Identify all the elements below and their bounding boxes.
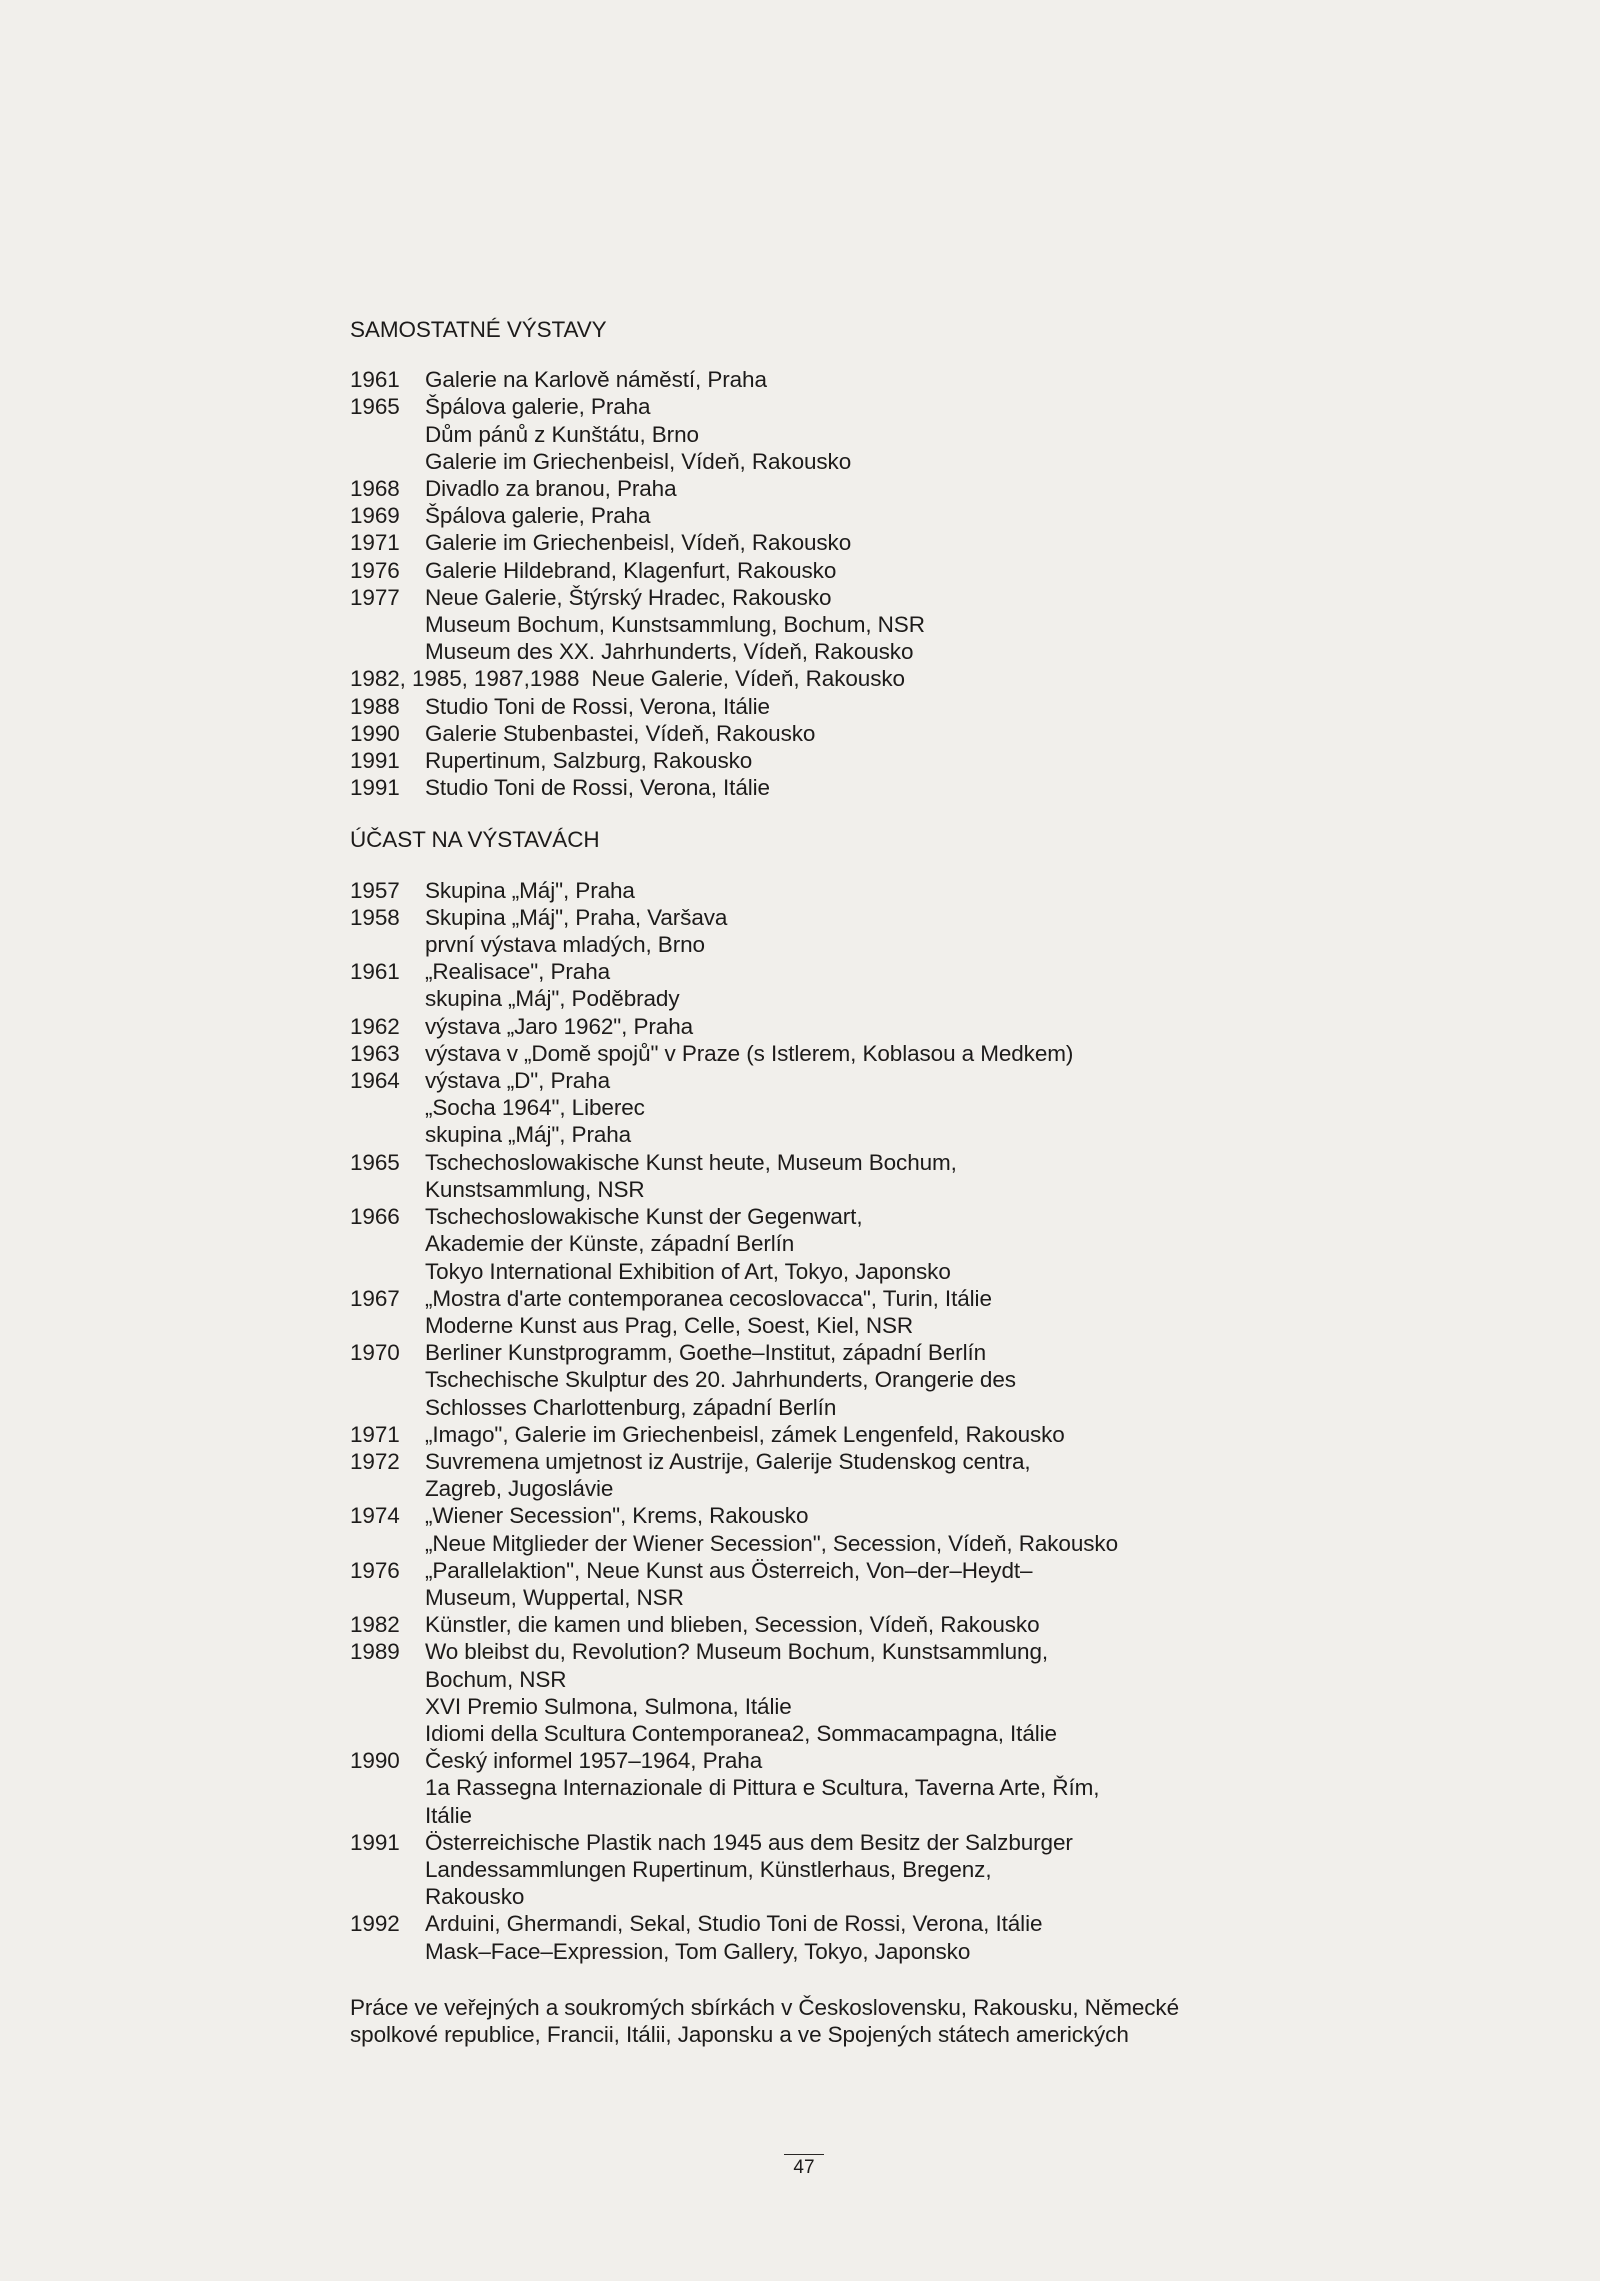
entry-year: 1991 bbox=[350, 775, 400, 801]
entry-year bbox=[350, 1774, 425, 1801]
entry-venue: Schlosses Charlottenburg, západní Berlín bbox=[425, 1394, 837, 1420]
entry-year: 1966 bbox=[350, 1204, 400, 1230]
entry-venue: Galerie na Karlově náměstí, Praha bbox=[425, 367, 767, 393]
entry-venue: „Neue Mitglieder der Wiener Secession", Secession, Vídeň, Rakousko bbox=[425, 1530, 1118, 1556]
entry-year bbox=[350, 1475, 425, 1502]
exhibition-entry bbox=[350, 1176, 1250, 1203]
entry-venue: výstava „D", Praha bbox=[425, 1068, 611, 1094]
entry-venue: Mask–Face–Expression, Tom Gallery, Tokyo, Japonsko bbox=[425, 1938, 971, 1964]
entry-year bbox=[350, 1802, 425, 1829]
entry-year: 1971 bbox=[350, 530, 400, 556]
entry-venue: Itálie bbox=[425, 1802, 472, 1828]
exhibition-entry bbox=[350, 393, 1250, 420]
entry-year bbox=[350, 611, 425, 638]
exhibition-entry bbox=[350, 958, 1250, 985]
exhibition-entry bbox=[350, 1938, 1250, 1965]
entry-venue: Galerie im Griechenbeisl, Vídeň, Rakousko bbox=[425, 530, 852, 556]
entry-venue: Österreichische Plastik nach 1945 aus dem Besitz der Salzburger bbox=[425, 1829, 1073, 1855]
exhibition-entry bbox=[350, 1584, 1250, 1611]
entry-venue: XVI Premio Sulmona, Sulmona, Itálie bbox=[425, 1693, 792, 1719]
exhibition-entry bbox=[350, 529, 1250, 556]
entry-year: 1977 bbox=[350, 584, 400, 610]
exhibition-entry bbox=[350, 1040, 1250, 1067]
exhibition-entry bbox=[350, 1910, 1250, 1937]
exhibition-entry bbox=[350, 1475, 1250, 1502]
exhibition-entry bbox=[350, 1720, 1250, 1747]
entry-year: 1965 bbox=[350, 1149, 400, 1175]
entry-venue: Museum Bochum, Kunstsammlung, Bochum, NSR bbox=[425, 612, 925, 638]
exhibition-entry bbox=[350, 1774, 1250, 1801]
entry-venue: Idiomi della Scultura Contemporanea2, Sommacampagna, Itálie bbox=[425, 1720, 1057, 1746]
entry-venue: Skupina „Máj", Praha bbox=[425, 877, 635, 903]
entry-year bbox=[350, 1121, 425, 1148]
entry-year: 1965 bbox=[350, 394, 400, 420]
entry-year: 1976 bbox=[350, 1557, 400, 1583]
entry-venue: Dům pánů z Kunštátu, Brno bbox=[425, 421, 699, 447]
exhibition-entry bbox=[350, 421, 1250, 448]
entry-venue: „Socha 1964", Liberec bbox=[425, 1095, 645, 1121]
exhibition-entry bbox=[350, 1366, 1250, 1393]
exhibition-entry bbox=[350, 931, 1250, 958]
exhibition-entry bbox=[350, 1203, 1250, 1230]
exhibition-entry bbox=[350, 1013, 1250, 1040]
entry-venue: „Parallelaktion", Neue Kunst aus Österreich, Von–der–Heydt– bbox=[425, 1557, 1033, 1583]
exhibition-entry bbox=[350, 475, 1250, 502]
exhibition-entry bbox=[350, 1747, 1250, 1774]
entry-year bbox=[350, 1530, 425, 1557]
entry-venue: Suvremena umjetnost iz Austrije, Galerije Studenskog centra, bbox=[425, 1448, 1031, 1474]
exhibition-entry bbox=[350, 1802, 1250, 1829]
exhibition-entry bbox=[350, 1312, 1250, 1339]
entry-year: 1990 bbox=[350, 720, 400, 746]
exhibitions-text bbox=[350, 316, 1250, 2071]
exhibition-entry bbox=[350, 665, 1250, 692]
entry-venue: Neue Galerie, Štýrský Hradec, Rakousko bbox=[425, 584, 832, 610]
entry-year bbox=[350, 985, 425, 1012]
entry-year bbox=[350, 931, 425, 958]
entry-year bbox=[350, 421, 425, 448]
entry-venue: Špálova galerie, Praha bbox=[425, 503, 651, 529]
entry-venue: Tokyo International Exhibition of Art, Tokyo, Japonsko bbox=[425, 1258, 951, 1284]
entry-year: 1988 bbox=[350, 693, 400, 719]
entry-venue: Skupina „Máj", Praha, Varšava bbox=[425, 904, 728, 930]
collections-paragraph: Práce ve veřejných a soukromých sbírkách v Československu, Rakousku, Německé spolkové republice, Francii, Itálii, Japonsku a ve Spojených státech amerických bbox=[350, 1994, 1179, 2047]
entry-venue: Rupertinum, Salzburg, Rakousko bbox=[425, 748, 753, 774]
entry-venue: Špálova galerie, Praha bbox=[425, 394, 651, 420]
entry-year: 1961 bbox=[350, 367, 400, 393]
entry-venue: Studio Toni de Rossi, Verona, Itálie bbox=[425, 693, 770, 719]
exhibition-entry bbox=[350, 1502, 1250, 1529]
entry-venue: Moderne Kunst aus Prag, Celle, Soest, Kiel, NSR bbox=[425, 1312, 914, 1338]
entry-year: 1962 bbox=[350, 1013, 400, 1039]
exhibition-entry bbox=[350, 1094, 1250, 1121]
entry-year: 1970 bbox=[350, 1340, 400, 1366]
entry-year: 1967 bbox=[350, 1285, 400, 1311]
entry-venue: „Mostra d'arte contemporanea cecoslovacca", Turin, Itálie bbox=[425, 1285, 992, 1311]
group-exhibitions-heading: ÚČAST NA VÝSTAVÁCH bbox=[350, 827, 600, 853]
entry-year bbox=[350, 1883, 425, 1910]
solo-exhibitions-heading: SAMOSTATNÉ VÝSTAVY bbox=[350, 317, 607, 342]
entry-venue: Galerie Stubenbastei, Vídeň, Rakousko bbox=[425, 720, 816, 746]
entry-year bbox=[350, 1394, 425, 1421]
entry-venue: Divadlo za branou, Praha bbox=[425, 476, 677, 502]
entry-venue: Galerie Hildebrand, Klagenfurt, Rakousko bbox=[425, 557, 837, 583]
exhibition-entry bbox=[350, 1421, 1250, 1448]
exhibition-entry bbox=[350, 1285, 1250, 1312]
entry-year bbox=[350, 1230, 425, 1257]
solo-exhibitions-list bbox=[350, 366, 1250, 801]
exhibition-entry bbox=[350, 1856, 1250, 1883]
exhibition-entry bbox=[350, 557, 1250, 584]
exhibition-entry bbox=[350, 1557, 1250, 1584]
entry-year: 1991 bbox=[350, 1829, 400, 1855]
entry-year: 1957 bbox=[350, 877, 400, 903]
entry-venue: Wo bleibst du, Revolution? Museum Bochum, Kunstsammlung, bbox=[425, 1639, 1049, 1665]
exhibition-entry bbox=[350, 985, 1250, 1012]
entry-venue: Künstler, die kamen und blieben, Secession, Vídeň, Rakousko bbox=[425, 1612, 1040, 1638]
entry-venue: Tschechoslowakische Kunst der Gegenwart, bbox=[425, 1204, 863, 1230]
entry-year: 1989 bbox=[350, 1639, 400, 1665]
exhibition-entry bbox=[350, 366, 1250, 393]
entry-year: 1964 bbox=[350, 1068, 400, 1094]
entry-year: 1971 bbox=[350, 1421, 400, 1447]
exhibition-entry bbox=[350, 693, 1250, 720]
exhibition-entry bbox=[350, 877, 1250, 904]
entry-year: 1969 bbox=[350, 503, 400, 529]
entry-year: 1992 bbox=[350, 1911, 400, 1937]
entry-venue: „Wiener Secession", Krems, Rakousko bbox=[425, 1503, 809, 1529]
entry-venue: skupina „Máj", Praha bbox=[425, 1122, 632, 1148]
entry-venue: Zagreb, Jugoslávie bbox=[425, 1476, 614, 1502]
exhibition-entry bbox=[350, 1530, 1250, 1557]
exhibition-entry bbox=[350, 904, 1250, 931]
entry-year bbox=[350, 1938, 425, 1965]
entry-venue: skupina „Máj", Poděbrady bbox=[425, 986, 680, 1012]
group-exhibitions-list bbox=[350, 877, 1250, 1965]
entry-venue: Museum, Wuppertal, NSR bbox=[425, 1584, 684, 1610]
entry-venue: Studio Toni de Rossi, Verona, Itálie bbox=[425, 775, 770, 801]
page-number: 47 bbox=[784, 2154, 824, 2180]
entry-year: 1976 bbox=[350, 557, 400, 583]
exhibition-entry bbox=[350, 638, 1250, 665]
entry-venue: „Realisace", Praha bbox=[425, 959, 611, 985]
entry-venue: první výstava mladých, Brno bbox=[425, 932, 705, 958]
exhibition-entry bbox=[350, 774, 1250, 801]
entry-venue: Landessammlungen Rupertinum, Künstlerhaus, Bregenz, bbox=[425, 1856, 992, 1882]
exhibition-entry bbox=[350, 584, 1250, 611]
exhibition-entry bbox=[350, 1883, 1250, 1910]
entry-year: 1982 bbox=[350, 1612, 400, 1638]
entry-venue: „Imago", Galerie im Griechenbeisl, zámek Lengenfeld, Rakousko bbox=[425, 1421, 1065, 1447]
exhibition-entry bbox=[350, 1149, 1250, 1176]
entry-year bbox=[350, 1312, 425, 1339]
entry-year bbox=[350, 1258, 425, 1285]
entry-venue: Museum des XX. Jahrhunderts, Vídeň, Rakousko bbox=[425, 639, 914, 665]
entry-year: 1968 bbox=[350, 476, 400, 502]
entry-venue: Tschechische Skulptur des 20. Jahrhunderts, Orangerie des bbox=[425, 1367, 1016, 1393]
entry-year: 1972 bbox=[350, 1448, 400, 1474]
entry-year bbox=[350, 1693, 425, 1720]
exhibition-entry bbox=[350, 502, 1250, 529]
entry-venue: výstava „Jaro 1962", Praha bbox=[425, 1013, 694, 1039]
exhibition-entry bbox=[350, 1638, 1250, 1665]
entry-year: 1961 bbox=[350, 959, 400, 985]
entry-year: 1974 bbox=[350, 1503, 400, 1529]
exhibition-entry bbox=[350, 1339, 1250, 1366]
exhibition-entry bbox=[350, 448, 1250, 475]
entry-year bbox=[350, 1366, 425, 1393]
entry-venue: Kunstsammlung, NSR bbox=[425, 1176, 645, 1202]
entry-year: 1963 bbox=[350, 1040, 400, 1066]
entry-year bbox=[350, 1584, 425, 1611]
exhibition-entry bbox=[350, 1394, 1250, 1421]
exhibition-entry bbox=[350, 611, 1250, 638]
exhibition-entry bbox=[350, 1693, 1250, 1720]
exhibition-entry bbox=[350, 1067, 1250, 1094]
entry-venue: výstava v „Domě spojů" v Praze (s Istlerem, Koblasou a Medkem) bbox=[425, 1040, 1074, 1066]
entry-venue: Rakousko bbox=[425, 1884, 525, 1910]
exhibition-entry bbox=[350, 1611, 1250, 1638]
entry-year bbox=[350, 1856, 425, 1883]
entry-year bbox=[350, 638, 425, 665]
exhibition-entry bbox=[350, 1448, 1250, 1475]
entry-venue: Akademie der Künste, západní Berlín bbox=[425, 1231, 795, 1257]
entry-venue: 1a Rassegna Internazionale di Pittura e Scultura, Taverna Arte, Řím, bbox=[425, 1775, 1100, 1801]
exhibition-entry bbox=[350, 1829, 1250, 1856]
entry-year bbox=[350, 1666, 425, 1693]
entry-year bbox=[350, 1176, 425, 1203]
entry-year bbox=[350, 1094, 425, 1121]
entry-venue: Arduini, Ghermandi, Sekal, Studio Toni de Rossi, Verona, Itálie bbox=[425, 1911, 1043, 1937]
entry-venue: Český informel 1957–1964, Praha bbox=[425, 1748, 763, 1774]
exhibition-entry bbox=[350, 1258, 1250, 1285]
entry-year bbox=[350, 448, 425, 475]
entry-venue: Berliner Kunstprogramm, Goethe–Institut, západní Berlín bbox=[425, 1340, 987, 1366]
entry-year: 1982, 1985, 1987,1988 bbox=[350, 666, 580, 692]
entry-year: 1991 bbox=[350, 748, 400, 774]
entry-venue: Galerie im Griechenbeisl, Vídeň, Rakousko bbox=[425, 448, 852, 474]
entry-year: 1958 bbox=[350, 904, 400, 930]
exhibition-entry bbox=[350, 1230, 1250, 1257]
exhibition-entry bbox=[350, 1121, 1250, 1148]
exhibition-entry bbox=[350, 720, 1250, 747]
exhibition-entry bbox=[350, 747, 1250, 774]
entry-year bbox=[350, 1720, 425, 1747]
entry-venue: Neue Galerie, Vídeň, Rakousko bbox=[591, 666, 905, 692]
entry-year: 1990 bbox=[350, 1748, 400, 1774]
exhibition-entry bbox=[350, 1666, 1250, 1693]
entry-venue: Tschechoslowakische Kunst heute, Museum Bochum, bbox=[425, 1149, 957, 1175]
entry-venue: Bochum, NSR bbox=[425, 1666, 567, 1692]
